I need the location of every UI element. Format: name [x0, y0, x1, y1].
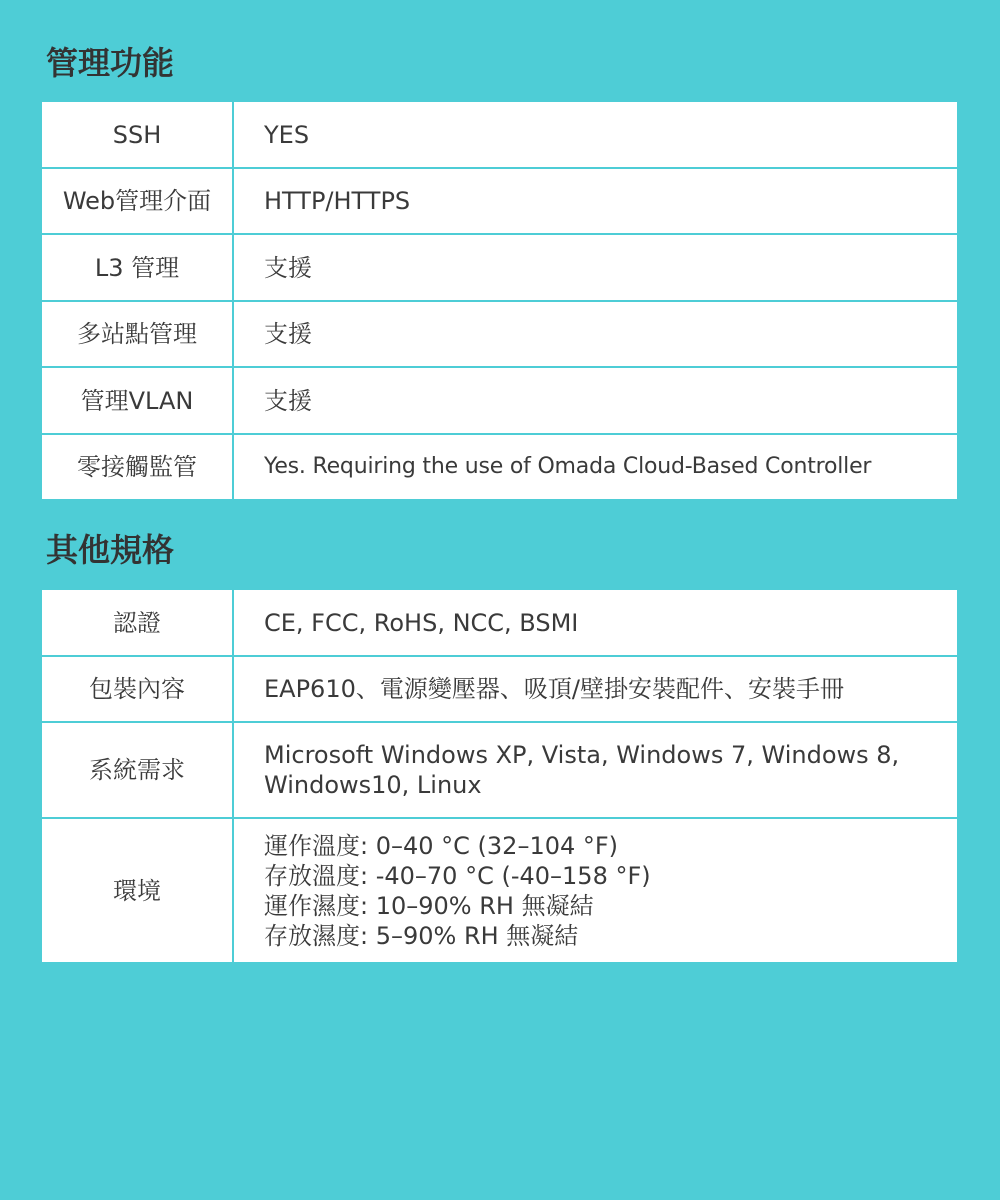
row-label: SSH [41, 101, 233, 168]
value-line: Yes. Requiring the use of Omada Cloud-Based Controller [264, 454, 872, 479]
table-row [41, 234, 958, 301]
value-line: 支援 [264, 386, 312, 415]
row-value [233, 367, 958, 434]
value-line: 存放濕度: 5–90% RH 無凝結 [264, 921, 579, 950]
table-row [41, 818, 958, 963]
value-line: HTTP/HTTPS [264, 187, 411, 215]
row-value [233, 434, 958, 500]
row-label: Web管理介面 [41, 168, 233, 234]
row-value [233, 168, 958, 234]
row-label: 環境 [41, 818, 233, 963]
row-label: 多站點管理 [41, 301, 233, 367]
value-line: CE, FCC, RoHS, NCC, BSMI [264, 608, 579, 637]
table-row [41, 434, 958, 500]
table-row [41, 168, 958, 234]
value-line: YES [264, 120, 310, 149]
row-label: 系統需求 [41, 722, 233, 818]
row-value [233, 656, 958, 722]
row-value [233, 589, 958, 656]
table-row [41, 101, 958, 168]
value-line: 支援 [264, 320, 312, 348]
value-line: 運作溫度: 0–40 °C (32–104 °F) [264, 831, 619, 860]
section-title-other-specs: 其他規格 [46, 531, 175, 569]
table-row [41, 301, 958, 367]
value-line: Microsoft Windows XP, Vista, Windows 7, Windows 8, [264, 741, 900, 769]
row-value [233, 818, 958, 963]
table-row [41, 367, 958, 434]
row-label: 包裝內容 [41, 656, 233, 722]
table-row [41, 589, 958, 656]
value-line: Windows10, Linux [264, 771, 482, 799]
section-title-management: 管理功能 [46, 44, 175, 82]
table-row [41, 722, 958, 818]
row-label: 管理VLAN [41, 367, 233, 434]
value-line: EAP610、電源變壓器、吸頂/壁掛安裝配件、安裝手冊 [264, 675, 844, 703]
row-label: 認證 [41, 589, 233, 656]
value-line: 支援 [264, 253, 312, 282]
row-value [233, 234, 958, 301]
value-line: 運作濕度: 10–90% RH 無凝結 [264, 891, 594, 920]
value-line: 存放溫度: -40–70 °C (-40–158 °F) [264, 861, 651, 890]
row-value [233, 722, 958, 818]
row-label: L3 管理 [41, 234, 233, 301]
row-label: 零接觸監管 [41, 434, 233, 500]
row-value [233, 101, 958, 168]
spec-table-other [40, 588, 959, 964]
spec-table-management [40, 100, 959, 501]
row-value [233, 301, 958, 367]
table-row [41, 656, 958, 722]
